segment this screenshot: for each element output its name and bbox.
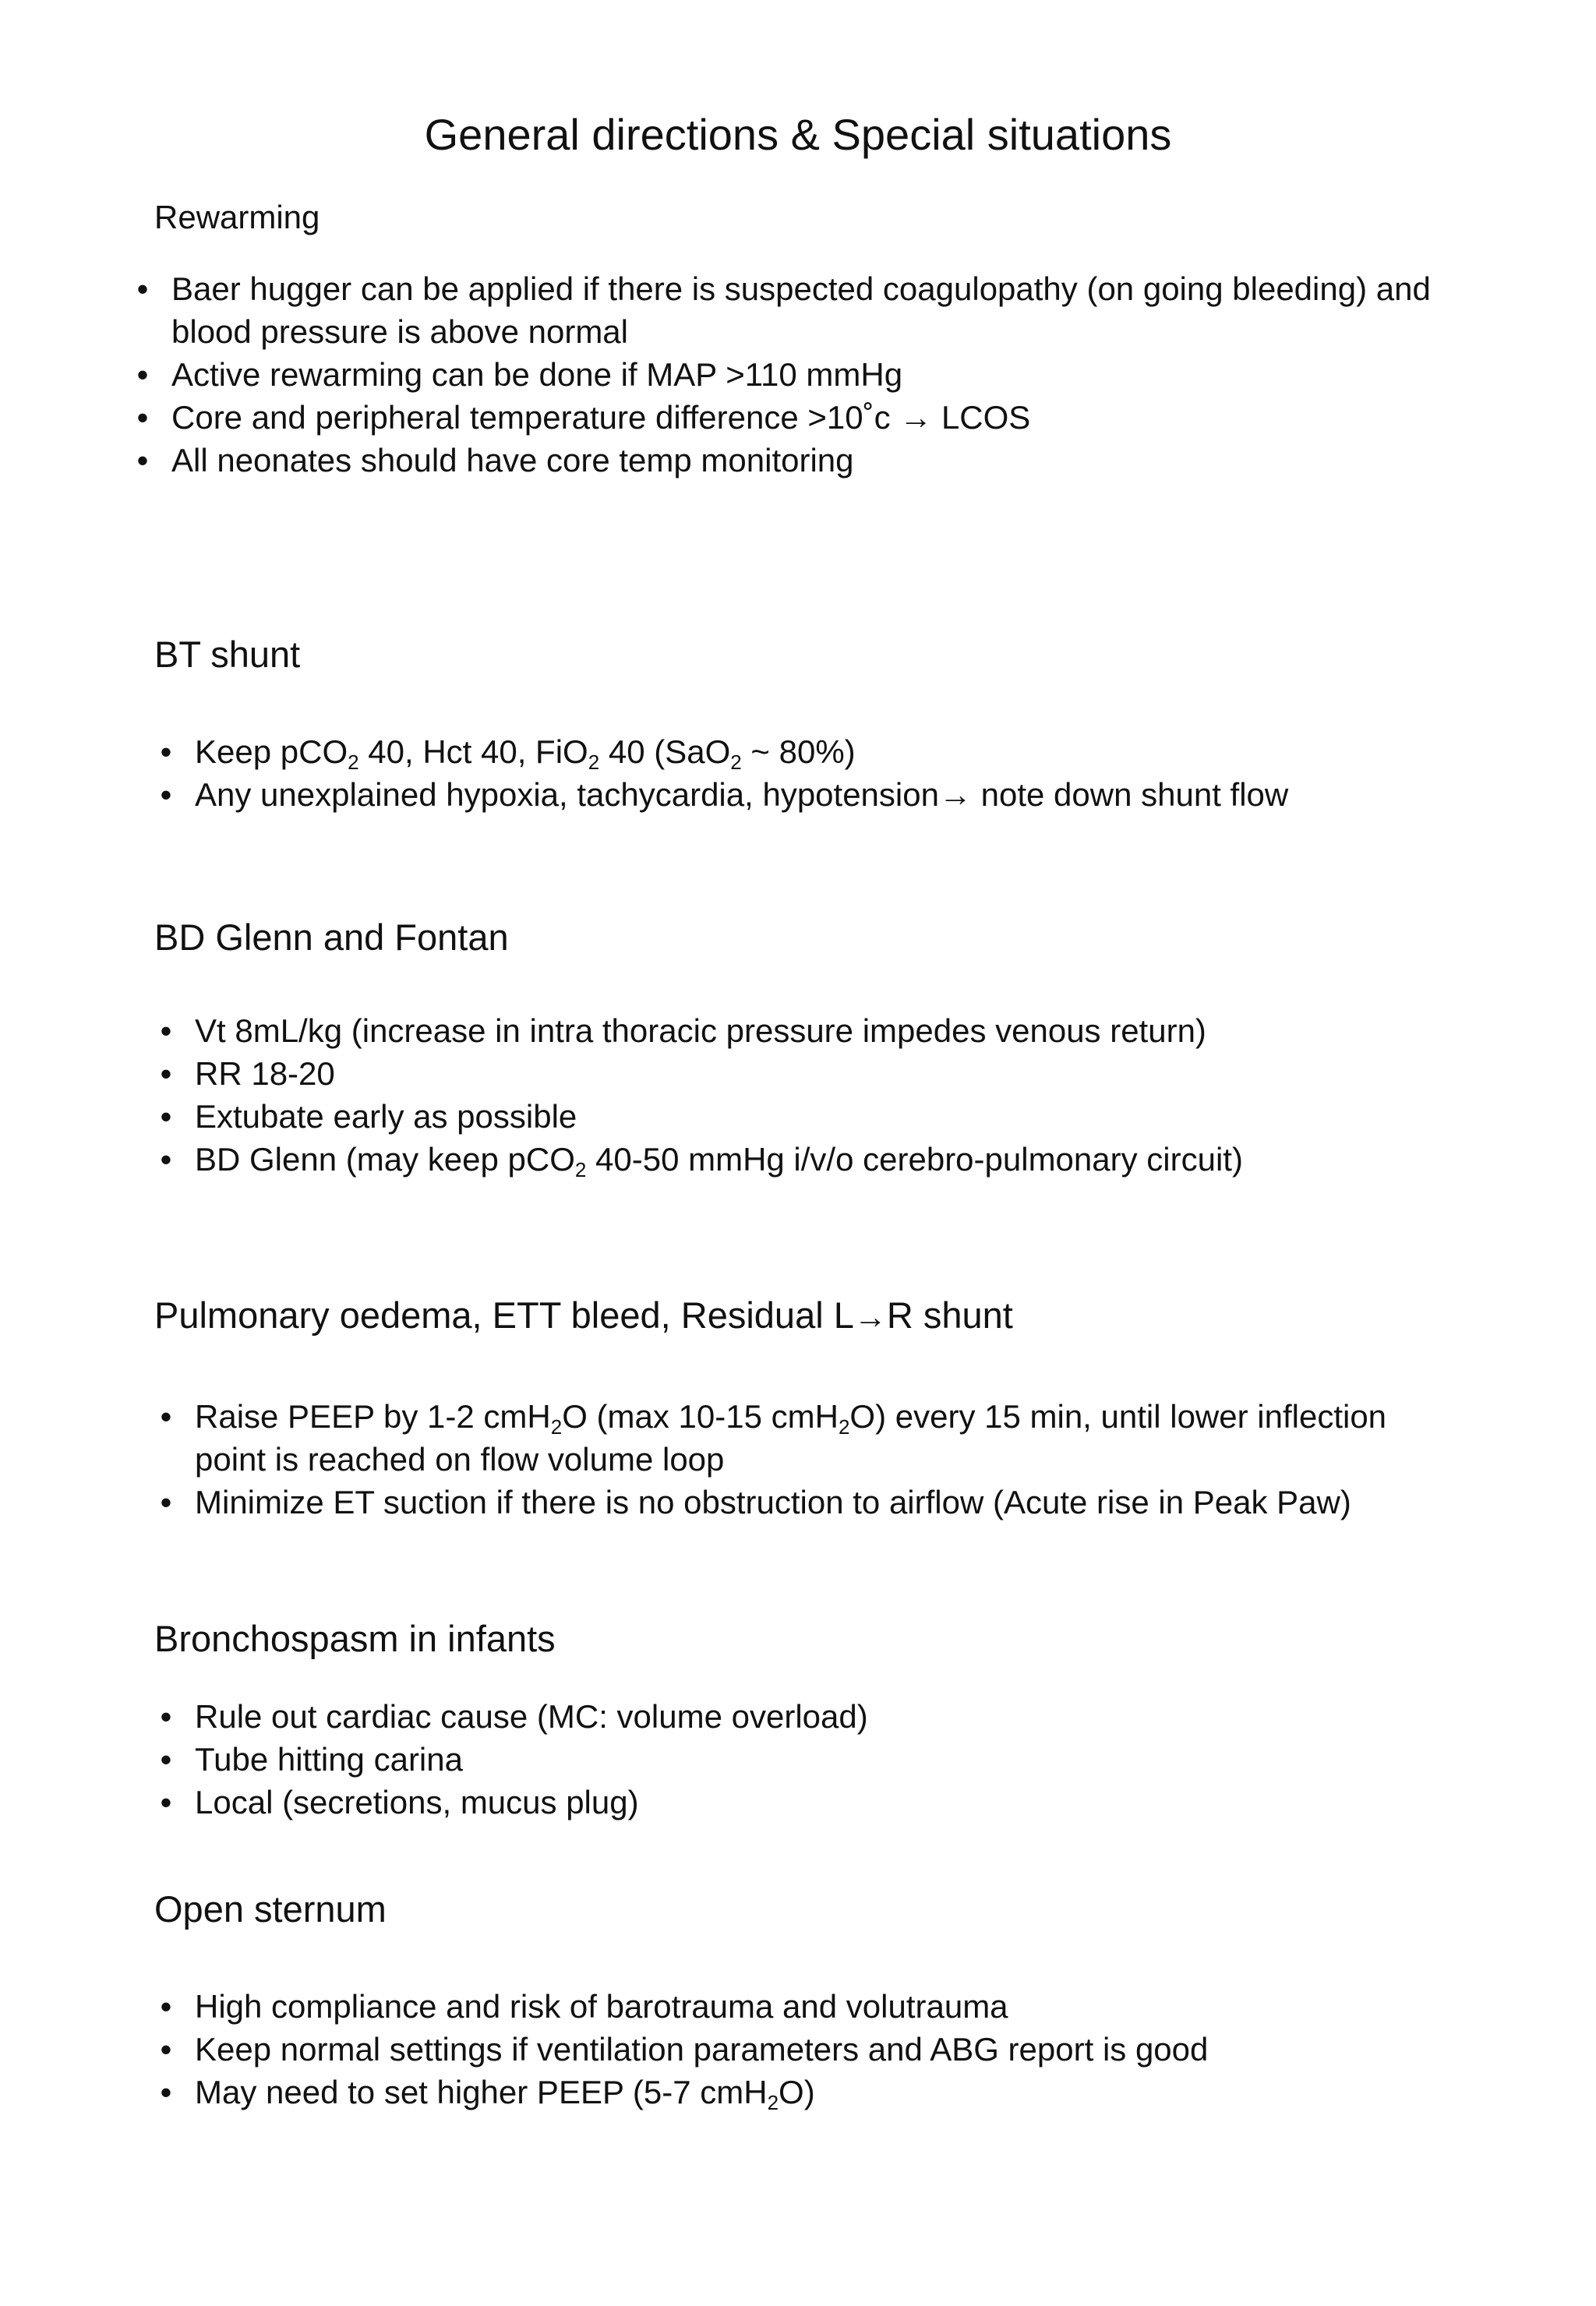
list-item-text: Tube hitting carina	[195, 1741, 463, 1778]
bullet-icon: •	[160, 1012, 172, 1049]
bd-glenn-list	[154, 1009, 1479, 1181]
bullet-icon: •	[136, 270, 149, 307]
bullet-icon: •	[160, 733, 172, 770]
list-item-text: Extubate early as possible	[195, 1098, 577, 1135]
bullet-icon: •	[136, 356, 149, 393]
rewarming-list	[131, 267, 1456, 482]
list-item	[154, 1052, 1479, 1095]
list-item: • Core and peripheral temperature difference >10˚c → LCOS	[131, 396, 1456, 439]
list-item	[154, 1009, 1479, 1052]
bullet-icon: •	[136, 399, 149, 436]
bd-glenn-heading: BD Glenn and Fontan	[154, 916, 509, 958]
list-item: • All neonates should have core temp monitoring	[131, 439, 1456, 482]
list-item-text: RR 18-20	[195, 1055, 335, 1092]
bullet-icon: •	[160, 2031, 172, 2068]
bullet-icon: •	[160, 1784, 172, 1820]
list-item-text: May need to set higher PEEP (5-7 cmH$_2$O)	[195, 2074, 815, 2114]
list-item	[154, 1095, 1479, 1138]
list-item-text: Vt 8mL/kg (increase in intra thoracic pressure impedes venous return)	[195, 1012, 1206, 1049]
bullet-icon: •	[160, 776, 172, 813]
list-item-text: Any unexplained hypoxia, tachycardia, hypotension→ note down shunt flow	[195, 776, 1289, 813]
bullet-icon: •	[160, 1698, 172, 1735]
list-item	[154, 2071, 1479, 2114]
list-item-text: Raise PEEP by 1-2 cmH$_2$O (max 10-15 cmH$_2$O) every 15 min, until lower inflection point is reached on flow volume loop	[195, 1398, 1387, 1478]
bullet-icon: •	[160, 1398, 172, 1435]
bullet-icon: •	[136, 442, 149, 479]
list-item-text: High compliance and risk of barotrauma and volutrauma	[195, 1988, 1008, 2025]
list-item	[154, 773, 1479, 816]
list-item	[154, 1985, 1479, 2028]
list-item: • Active rewarming can be done if MAP >110 mmHg	[131, 353, 1456, 396]
list-item-text: BD Glenn (may keep pCO$_2$ 40-50 mmHg i/v/o cerebro-pulmonary circuit)	[195, 1141, 1243, 1181]
list-item	[154, 1481, 1432, 1524]
bt-shunt-heading: BT shunt	[154, 634, 301, 675]
arrow-right-icon: →	[938, 776, 972, 813]
list-item	[154, 1738, 1479, 1781]
pulmonary-list	[154, 1395, 1432, 1524]
list-item	[154, 1138, 1479, 1181]
list-item-text: Minimize ET suction if there is no obstruction to airflow (Acute rise in Peak Paw)	[195, 1484, 1351, 1520]
open-sternum-heading: Open sternum	[154, 1888, 387, 1930]
list-item-text: Rule out cardiac cause (MC: volume overload)	[195, 1698, 868, 1735]
rewarming-label: Rewarming	[154, 199, 320, 235]
bullet-icon: •	[160, 1055, 172, 1092]
list-item-text: Keep normal settings if ventilation parameters and ABG report is good	[195, 2031, 1209, 2068]
list-item	[154, 1395, 1432, 1481]
list-item	[154, 730, 1479, 773]
list-item	[154, 1781, 1479, 1824]
list-item-text: Local (secretions, mucus plug)	[195, 1784, 639, 1820]
bronchospasm-list	[154, 1695, 1479, 1824]
list-item	[154, 2028, 1479, 2071]
bullet-icon: •	[160, 2074, 172, 2110]
list-item-text: Keep pCO$_2$ 40, Hct 40, FiO$_2$ 40 (SaO$_2$ ~ 80%)	[195, 733, 856, 774]
list-item	[154, 1695, 1479, 1738]
bullet-icon: •	[160, 1484, 172, 1520]
bullet-icon: •	[160, 1141, 172, 1178]
open-sternum-list	[154, 1985, 1479, 2114]
arrow-right-icon: →	[853, 1298, 887, 1335]
bronchospasm-heading: Bronchospasm in infants	[154, 1618, 556, 1659]
bt-shunt-list	[154, 730, 1479, 816]
bullet-icon: •	[160, 1988, 172, 2025]
list-item: • Baer hugger can be applied if there is suspected coagulopathy (on going bleeding) and blood pressure is above normal	[131, 267, 1456, 353]
bullet-icon: •	[160, 1741, 172, 1778]
bullet-icon: •	[160, 1098, 172, 1135]
page-title: General directions & Special situations	[424, 110, 1172, 159]
pulmonary-heading: Pulmonary oedema, ETT bleed, Residual L→R shunt	[154, 1294, 1013, 1336]
